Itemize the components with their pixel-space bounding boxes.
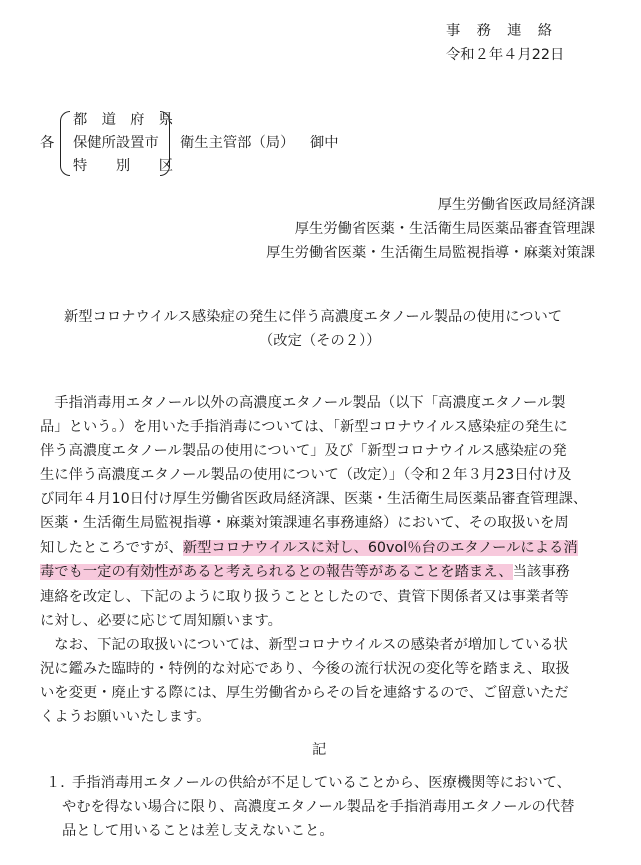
addressee-line-3: 特 別 区	[73, 158, 174, 174]
addressee-line-1: 都 道 府 県	[73, 112, 174, 128]
addressee-prefix: 各	[40, 135, 55, 151]
addressee-line-2: 保健所設置市	[73, 135, 159, 151]
body-line: に対し、必要に応じて周知願います。	[40, 613, 282, 629]
item-line: 手指消毒用エタノールの供給が不足していることから、医療機関等において、	[72, 775, 571, 791]
body-line: いを変更・廃止する際には、厚生労働省からその旨を連絡するので、ご留意いただ	[40, 685, 569, 701]
body-line: 況に鑑みた臨時的・特例的な対応であり、今後の流行状況の変化等を踏まえ、取扱	[40, 661, 570, 677]
item-line: やむを得ない場合に限り、高濃度エタノール製品を手指消毒用エタノールの代替	[62, 799, 575, 815]
addressee-honorific: 御中	[310, 135, 339, 151]
left-bracket	[60, 111, 70, 176]
body-line: 生に伴う高濃度エタノール製品の使用について（改定）」（令和２年３月23日付け及	[40, 467, 572, 483]
body-line-highlight-2	[40, 561, 570, 581]
body-line: くようお願いいたします。	[40, 709, 211, 725]
addressee-department: 衛生主管部（局）	[180, 135, 295, 151]
item-number: １．	[46, 775, 75, 791]
body-line: 医薬・生活衛生局監視指導・麻薬対策課連名事務連絡）において、その取扱いを周	[40, 515, 569, 531]
body-text: 当該事務	[512, 564, 570, 580]
body-line-highlight-1	[40, 537, 578, 557]
sender-2: 厚生労働省医薬・生活衛生局医薬品審査管理課	[294, 221, 595, 237]
right-bracket	[160, 111, 170, 176]
body-text: 知したところですが、	[40, 540, 183, 556]
document-date: 令和２年４月22日	[446, 47, 565, 63]
document-type: 事 務 連 絡	[446, 23, 554, 39]
body-line: び同年４月10日付け厚生労働省医政局経済課、医薬・生活衛生局医薬品審査管理課、	[40, 491, 588, 507]
sender-3: 厚生労働省医薬・生活衛生局監視指導・麻薬対策課	[266, 245, 595, 261]
highlighted-text: 新型コロナウイルスに対し、60vol％台のエタノールによる消	[182, 540, 578, 556]
sender-1: 厚生労働省医政局経済課	[437, 197, 595, 213]
body-line: なお、下記の取扱いについては、新型コロナウイルスの感染者が増加している状	[40, 637, 568, 653]
document-title: 新型コロナウイルス感染症の発生に伴う高濃度エタノール製品の使用について	[64, 309, 563, 325]
body-line: 品」という。）を用いた手指消毒については、「新型コロナウイルス感染症の発生に	[40, 419, 568, 435]
body-line: 伴う高濃度エタノール製品の使用について」及び「新型コロナウイルス感染症の発	[40, 443, 567, 459]
item-line: 品として用いることは差し支えないこと。	[62, 823, 334, 839]
highlighted-text: 毒でも一定の有効性があると考えられるとの報告等があることを踏まえ、	[40, 564, 513, 580]
document-subtitle: （改定（その２））	[259, 333, 381, 349]
note-label: 記	[312, 742, 327, 758]
body-line: 手指消毒用エタノール以外の高濃度エタノール製品（以下「高濃度エタノール製	[40, 395, 566, 411]
body-line: 連絡を改定し、下記のように取り扱うこととしたので、貴管下関係者又は事業者等	[40, 589, 569, 605]
